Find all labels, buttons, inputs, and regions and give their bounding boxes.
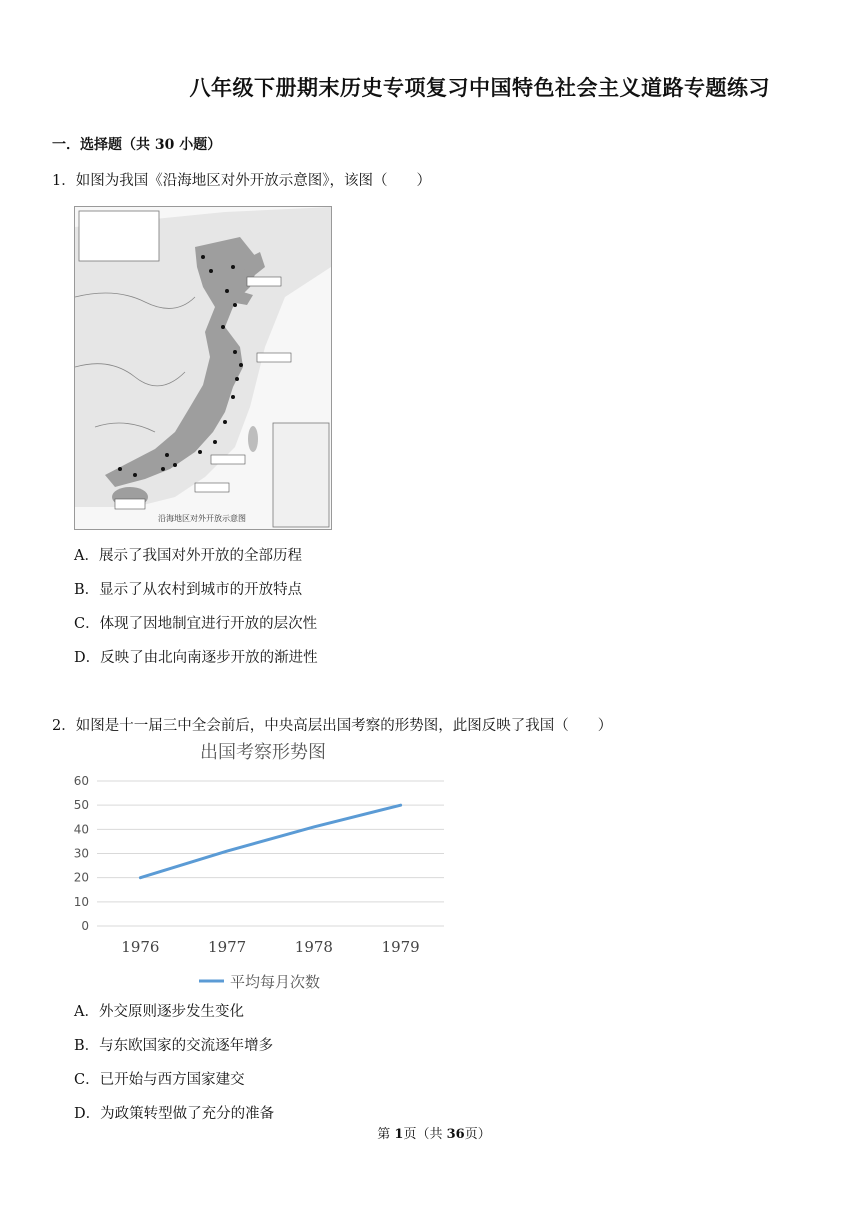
y-tick-label: 10 — [73, 894, 89, 909]
series-line — [140, 805, 400, 878]
map-caption: 沿海地区对外开放示意图 — [158, 514, 246, 523]
chart-title: 出国考察形势图 — [200, 742, 326, 763]
footer-total: 36 — [446, 1127, 465, 1142]
question-1-option-b[interactable]: B．显示了从农村到城市的开放特点 — [74, 582, 303, 598]
coastal-opening-map — [74, 206, 332, 530]
page-title: 八年级下册期末历史专项复习中国特色社会主义道路专题练习 — [189, 76, 770, 100]
y-tick-label: 50 — [73, 798, 89, 813]
section-heading: 一．选择题（共 30 小题） — [52, 137, 222, 153]
question-1-option-a[interactable]: A．展示了我国对外开放的全部历程 — [74, 548, 302, 564]
trip-trend-chart — [52, 736, 452, 996]
x-tick-label: 1979 — [381, 938, 420, 956]
question-2-stem: 2．如图是十一届三中全会前后，中央高层出国考察的形势图，此图反映了我国（ ） — [52, 718, 613, 734]
y-tick-label: 40 — [73, 822, 89, 837]
y-tick-label: 20 — [73, 870, 89, 885]
question-2-option-a[interactable]: A．外交原则逐步发生变化 — [74, 1004, 244, 1020]
question-1-stem: 1．如图为我国《沿海地区对外开放示意图》，该图（ ） — [52, 173, 431, 189]
page-footer — [0, 1123, 868, 1142]
footer-prefix: 第 — [377, 1127, 395, 1142]
footer-mid: 页（共 — [403, 1127, 447, 1142]
x-tick-label: 1976 — [121, 938, 160, 956]
question-2-option-b[interactable]: B．与东欧国家的交流逐年增多 — [74, 1038, 274, 1054]
legend-label: 平均每月次数 — [230, 973, 321, 991]
question-2-option-c[interactable]: C．已开始与西方国家建交 — [74, 1072, 245, 1088]
y-tick-label: 30 — [73, 846, 89, 861]
y-tick-label: 0 — [81, 919, 89, 933]
footer-page: 1 — [394, 1127, 404, 1142]
x-tick-label: 1977 — [208, 938, 247, 956]
question-1-option-c[interactable]: C．体现了因地制宜进行开放的层次性 — [74, 616, 318, 632]
question-2-option-d[interactable]: D．为政策转型做了充分的准备 — [74, 1106, 275, 1122]
y-tick-label: 60 — [73, 774, 89, 788]
x-tick-label: 1978 — [294, 938, 333, 956]
footer-suffix: 页） — [464, 1127, 491, 1142]
question-1-option-d[interactable]: D．反映了由北向南逐步开放的渐进性 — [74, 650, 318, 666]
